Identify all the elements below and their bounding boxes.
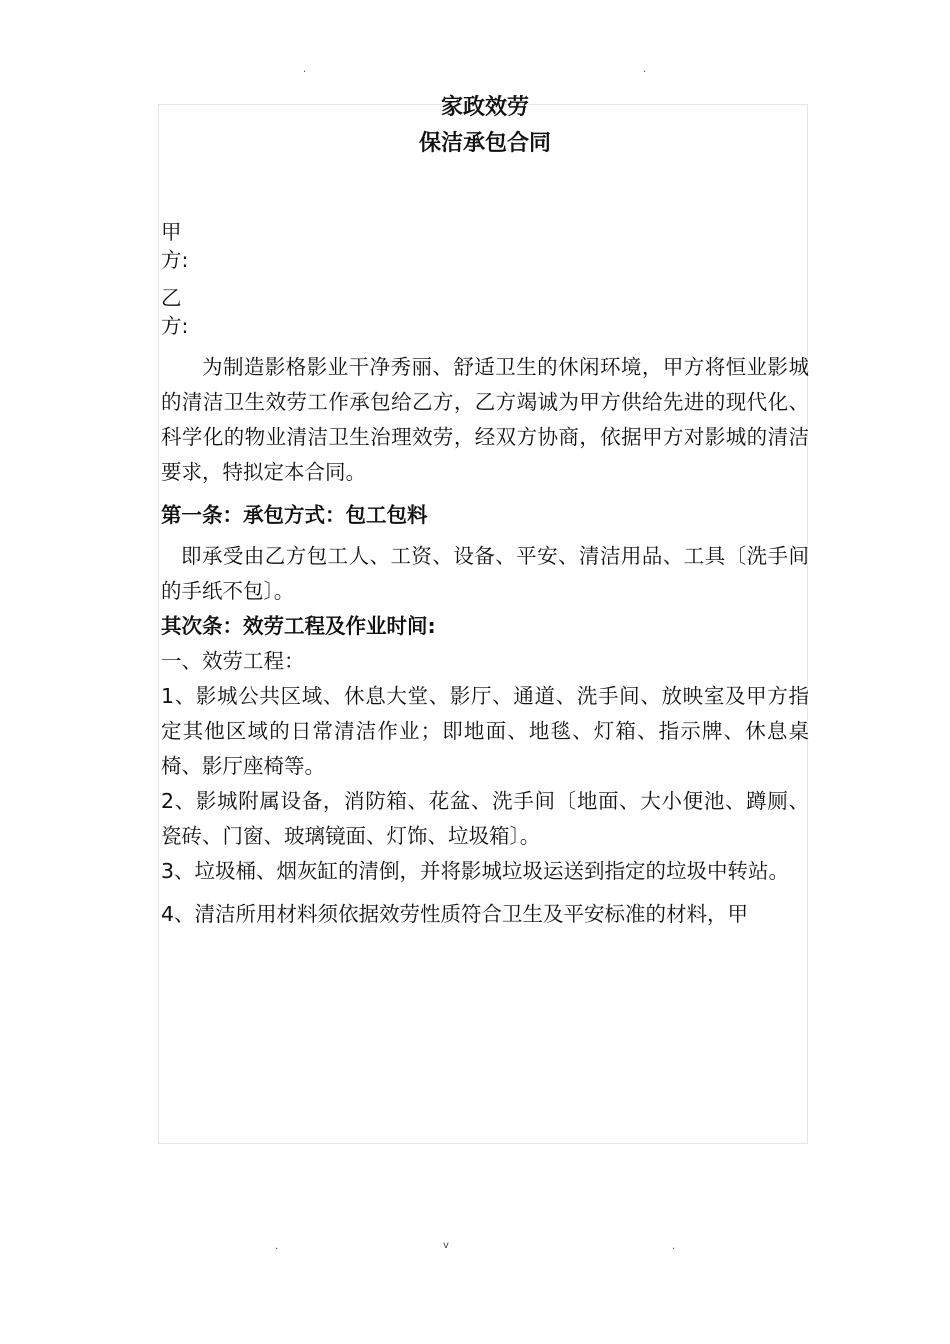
title-line-1: 家政效劳	[440, 95, 529, 120]
service-item-3: 3、垃圾桶、烟灰缸的清倒，并将影城垃圾运送到指定的垃圾中转站。	[161, 859, 790, 883]
title-line-2: 保洁承包合同	[418, 131, 551, 156]
article-1-body: 即承受由乙方包工人、工资、设备、平安、清洁用品、工具〔洗手间的手纸不包〕。	[161, 544, 809, 603]
service-item-1: 1、影城公共区域、休息大堂、影厅、通道、洗手间、放映室及甲方指定其他区域的日常清洁作业；即地面、地毯、灯箱、指示牌、休息桌椅、影厅座椅等。	[161, 684, 809, 778]
service-item-4: 4、清洁所用材料须依据效劳性质符合卫生及平安标准的材料，甲	[161, 902, 749, 926]
party-b-label: 乙方:	[161, 286, 189, 338]
intro-paragraph: 为制造影格影业干净秀丽、舒适卫生的休闲环境，甲方将恒业影城的清洁卫生效劳工作承包给乙方，乙方竭诚为甲方供给先进的现代化、科学化的物业清洁卫生治理效劳，经双方协商，依据甲方对影城的清洁要求，特拟定本合同。	[161, 355, 809, 484]
article-2-subheading: 一、效劳工程：	[161, 649, 305, 673]
header-mark-left: .	[303, 64, 307, 75]
party-a-label: 甲方:	[161, 220, 189, 272]
footer-mark-right: .	[672, 1241, 676, 1252]
footer-mark-center: v	[443, 1240, 449, 1251]
document-body	[161, 90, 809, 932]
article-2-heading: 其次条：效劳工程及作业时间:	[161, 614, 436, 638]
header-mark-right: .	[643, 64, 647, 75]
article-1-heading: 第一条：承包方式：包工包料	[161, 503, 428, 527]
service-item-2: 2、影城附属设备，消防箱、花盆、洗手间〔地面、大小便池、蹲厕、瓷砖、门窗、玻璃镜面、灯饰、垃圾箱〕。	[161, 789, 809, 848]
footer-mark-left: .	[275, 1241, 279, 1252]
